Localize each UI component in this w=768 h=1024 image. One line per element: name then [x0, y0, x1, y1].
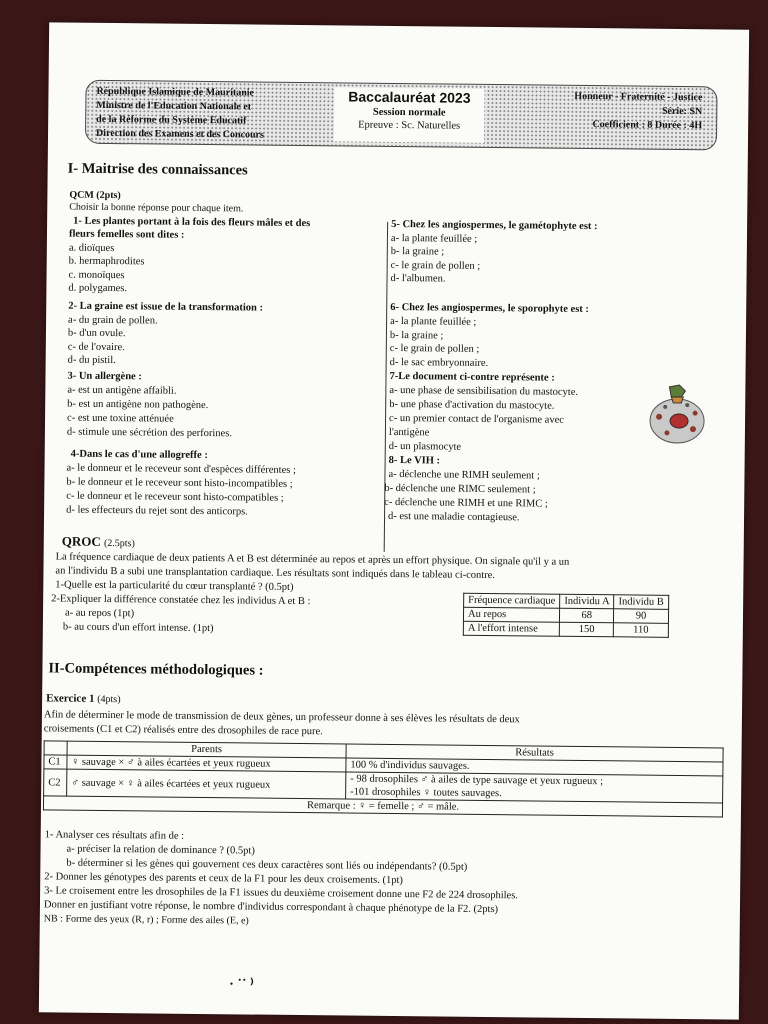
q8-option-b: b- déclenche une RIMC seulement ; — [384, 482, 536, 496]
q2-option-c: c- de l'ovaire. — [67, 341, 125, 354]
q3-option-a: a- est un antigène affaibli. — [67, 384, 177, 397]
table-row — [463, 607, 668, 623]
exam-page — [39, 22, 749, 1019]
table-cell: 110 — [614, 623, 668, 638]
qroc-question-1: 1-Quelle est la particularité du cœur transplanté ? (0.5pt) — [55, 579, 294, 593]
heart-rate-table — [463, 593, 669, 638]
q4-option-c: c- le donneur et le receveur sont histo-compatibles ; — [66, 490, 284, 504]
exercise-question-1a: a- préciser la relation de dominance ? (0.5pt) — [66, 843, 255, 857]
q2-text: 2- La graine est issue de la transformation : — [68, 300, 264, 314]
mastocyte-image — [645, 383, 710, 448]
qroc-question-2a: a- au repos (1pt) — [64, 607, 135, 620]
table-cell: 90 — [614, 609, 668, 624]
qroc-text-1: La fréquence cardiaque de deux patients A et B est déterminée au repos et après un effort physique. On signale qu'il y a un — [55, 551, 570, 568]
header-coefficient: Coefficient : 8 Durée : 4H — [592, 119, 703, 132]
qroc-question-2b: b- au cours d'un effort intense. (1pt) — [62, 621, 214, 635]
qroc-label: QROC — [61, 533, 101, 549]
table-header-cell: Parents — [67, 741, 346, 758]
q1-option-a: a. dioïques — [68, 242, 115, 255]
table-cell: ♀ sauvage × ♂ à ailes écartées et yeux rugueux — [67, 755, 346, 772]
q2-option-a: a- du grain de pollen. — [68, 314, 158, 327]
q7-option-c: c- un premier contact de l'organisme avec — [389, 412, 564, 426]
q1-option-b: b. hermaphrodites — [68, 255, 145, 268]
q3-text: 3- Un allergène : — [67, 370, 142, 383]
q1-text: 1- Les plantes portant à la fois des fleurs mâles et des — [73, 215, 311, 230]
qroc-text-2: an l'individu B a subi une transplantation cardiaque. Les résultats sont indiqués dans le tableau ci-contre. — [55, 565, 496, 582]
q6-option-d: d- le sac embryonnaire. — [389, 356, 489, 369]
q1-text-2: fleurs femelles sont dites : — [68, 228, 185, 241]
q1-option-c: c. monoïques — [68, 269, 125, 282]
q8-text: 8- Le VIH : — [388, 454, 441, 467]
q6-option-a: a- la plante feuillée ; — [390, 315, 477, 328]
table-cell: 100 % d'individus sauvages. — [346, 758, 723, 776]
qroc-question-2: 2-Expliquer la différence constatée chez les individus A et B : — [51, 593, 311, 608]
section-1-title: I- Maitrise des connaissances — [67, 160, 248, 179]
qroc-heading — [62, 535, 135, 551]
table-cell: A l'effort intense — [463, 621, 559, 636]
q5-option-b: b- la graine ; — [390, 245, 445, 258]
table-header-row — [464, 593, 669, 609]
table-remark: Remarque : ♀ = femelle ; ♂ = mâle. — [43, 796, 722, 817]
exercise-1-points: (4pts) — [97, 693, 121, 706]
header-center — [334, 87, 485, 143]
q6-option-c: c- le grain de pollen ; — [389, 342, 480, 355]
q7-option-a: a- une phase de sensibilisation du mastocyte. — [389, 384, 579, 398]
header-ministry: Ministre de l'Education Nationale et — [96, 99, 252, 113]
q8-option-a: a- déclenche une RIMH seulement ; — [388, 468, 540, 482]
table-header-cell: Individu B — [614, 595, 668, 610]
q5-option-a: a- la plante feuillée ; — [390, 232, 478, 245]
exercise-intro-1: Afin de déterminer le mode de transmission de deux gènes, un professeur donne à ses élèves les résultats de deux — [43, 709, 520, 726]
qroc-points: (2.5pts) — [103, 537, 135, 550]
exercise-1-label: Exercice 1 — [46, 692, 95, 705]
table-cell: C2 — [44, 769, 67, 796]
exercise-nb: NB : Forme des yeux (R, r) ; Forme des ailes (E, e) — [43, 913, 249, 927]
table-cell: ♂ sauvage × ♀ à ailes écartées et yeux rugueux — [67, 769, 346, 799]
table-cell: 150 — [559, 622, 613, 637]
exercise-intro-2: croisements (C1 et C2) réalisés entre des drosophiles de race pure. — [43, 723, 323, 738]
q7-option-c-cont: l'antigène — [388, 426, 430, 439]
table-row — [463, 621, 668, 637]
q6-option-b: b- la graine ; — [389, 329, 444, 342]
qcm-heading: QCM (2pts) — [69, 189, 121, 202]
q3-option-b: b- est un antigène non pathogène. — [67, 398, 209, 412]
q2-option-b: b- d'un ovule. — [67, 327, 126, 340]
header-left — [96, 85, 264, 143]
q3-option-c: c- est une toxine atténuée — [67, 412, 174, 425]
c2-result-line-2: -101 drosophiles ♀ toutes sauvages. — [350, 786, 502, 800]
q7-text: 7-Le document ci-contre représente : — [389, 370, 555, 384]
table-cell: 68 — [560, 608, 614, 623]
q4-option-b: b- le donneur et le receveur sont histo-incompatibles ; — [66, 476, 293, 490]
header-ministry-2: de la Réforme du Système Educatif — [96, 113, 247, 127]
q8-option-d: d- est une maladie contagieuse. — [387, 510, 520, 524]
exercise-question-1b: b- déterminer si les gènes qui gouvernent ces deux caractères sont liés ou indépendants? (0.5pt) — [66, 857, 468, 873]
table-cell: Au repos — [463, 607, 559, 622]
exercise-question-2: 2- Donner les génotypes des parents et ceux de la F1 pour les deux croisements. (1pt) — [44, 871, 403, 887]
q1-option-d: d. polygames. — [68, 282, 128, 295]
q4-option-a: a- le donneur et le receveur sont d'espèces différentes ; — [66, 462, 296, 476]
exam-header — [85, 80, 718, 151]
table-header-cell: Résultats — [346, 744, 723, 762]
table-cell — [346, 772, 723, 803]
q4-option-d: d- les effecteurs du rejet sont des anticorps. — [66, 504, 248, 518]
header-right — [574, 90, 703, 133]
header-direction: Direction des Examens et des Concours — [95, 127, 264, 141]
exercise-question-3-cont: Donner en justifiant votre réponse, le nombre d'individus correspondant à chaque phénotype de la F2. (2pts) — [43, 899, 499, 916]
q6-text: 6- Chez les angiospermes, le sporophyte est : — [390, 301, 589, 316]
exam-session: Session normale — [372, 106, 446, 119]
section-2-title: II-Compétences méthodologiques : — [48, 660, 264, 679]
qcm-instruction: Choisir la bonne réponse pour chaque item. — [69, 201, 244, 215]
table-header-cell: Individu A — [560, 594, 614, 609]
q8-option-c: c- déclenche une RIMH et une RIMC ; — [384, 496, 548, 510]
q7-option-d: d- un plasmocyte — [388, 440, 462, 453]
table-header-cell: Fréquence cardiaque — [464, 593, 560, 608]
c2-result-line-1: - 98 drosophiles ♂ à ailes de type sauvage et yeux rugueux ; — [350, 773, 604, 788]
q7-option-b: b- une phase d'activation du mastocyte. — [389, 398, 555, 412]
exercise-1-heading — [46, 692, 121, 706]
header-motto: Honneur - Fraternité - Justice — [574, 90, 703, 104]
exercise-question-1: 1- Analyser ces résultats afin de : — [44, 829, 185, 842]
table-cell: C1 — [44, 755, 67, 769]
header-serie: Série: SN — [661, 105, 703, 118]
q5-text: 5- Chez les angiospermes, le gamétophyte est : — [391, 218, 598, 233]
crosses-table — [43, 740, 724, 817]
q5-option-d: d- l'albumen. — [390, 272, 446, 285]
header-country: République Islamique de Mauritanie — [96, 85, 255, 99]
q3-option-d: d- stimule une sécrétion des perforines. — [66, 426, 233, 440]
q4-text: 4-Dans le cas d'une allogreffe : — [70, 448, 208, 462]
exam-subject: Epreuve : Sc. Naturelles — [358, 119, 461, 132]
q5-option-c: c- le grain de pollen ; — [390, 259, 481, 272]
exam-title: Baccalauréat 2023 — [348, 88, 471, 106]
page-specks: · ˙˙ ⁾ — [229, 977, 254, 993]
exercise-question-3: 3- Le croisement entre les drosophiles de la F1 issues du deuxième croisement donne une F2 de 224 drosophiles. — [44, 885, 518, 902]
q2-option-d: d- du pistil. — [67, 354, 116, 367]
